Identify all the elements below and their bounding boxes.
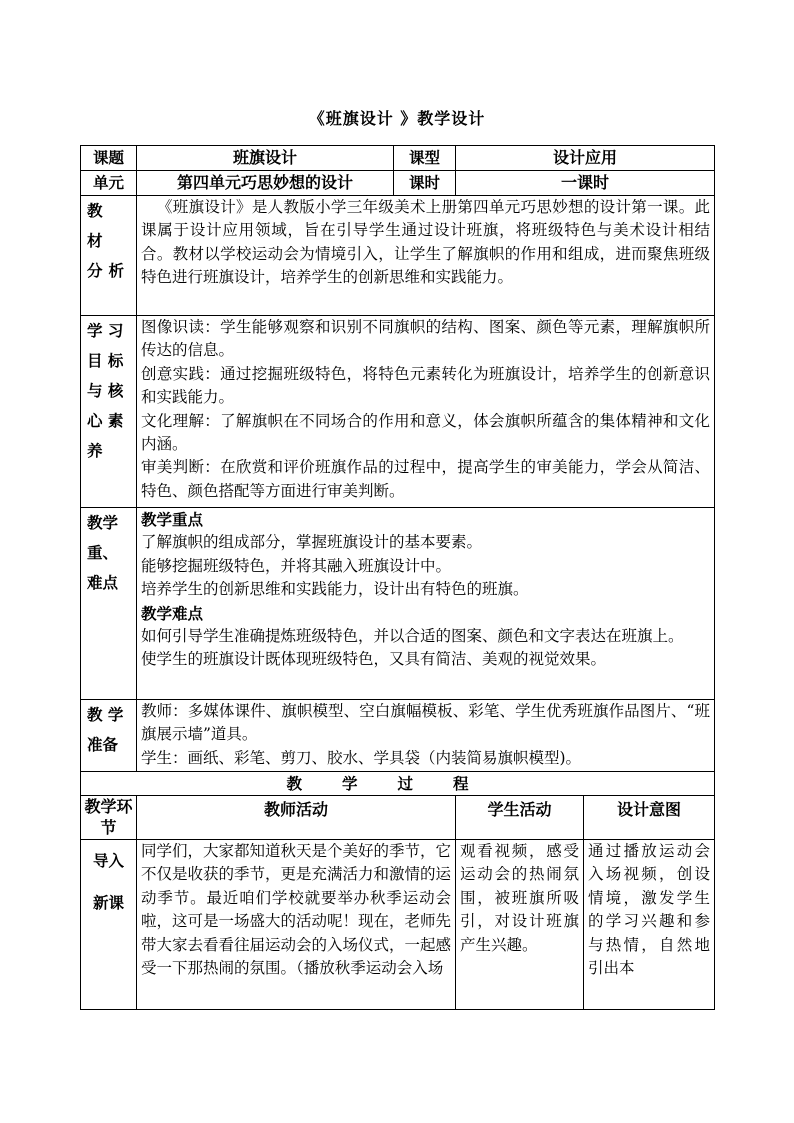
unit-row: [81, 171, 715, 196]
key-points-row: [81, 508, 715, 700]
prep-students: 学生：画纸、彩笔、剪刀、胶水、学具袋（内装简易旗帜模型)。: [141, 748, 582, 767]
intent-column-header: 设计意图: [584, 796, 715, 840]
period-label: 课时: [394, 171, 456, 196]
goals-label-line: 目 标: [87, 351, 124, 370]
intro-stage-line: 导入: [92, 851, 124, 870]
intro-teacher-activity: 同学们，大家都知道秋天是个美好的季节，它不仅是收获的季节，更是充满活力和激情的运动季节。最近咱们学校就要举办秋季运动会啦，这可是一场盛大的活动呢！现在，老师先带大家去看看往届运动会的入场仪式，一起感受一下那热闹的氛围。（播放秋季运动会入场: [137, 840, 456, 1010]
prep-label-line: 教 学: [87, 705, 124, 724]
intro-stage: [81, 840, 137, 1010]
goals-label-line: 养: [87, 441, 103, 460]
goal-item: 审美判断：在欣赏和评价班旗作品的过程中，提高学生的审美能力，学会从简洁、特色、颜色搭配等方面进行审美判断。: [141, 458, 711, 500]
unit-label: 单元: [81, 171, 137, 196]
process-header-row: [81, 796, 715, 840]
difficulty-item: 使学生的班旗设计既体现班级特色，又具有简洁、美观的视觉效果。: [141, 650, 607, 669]
prep-label-line: 准备: [87, 735, 119, 754]
key-points-label-line: 难点: [87, 573, 119, 592]
student-column-header: 学生活动: [456, 796, 584, 840]
key-item: 培养学生的创新思维和实践能力，设计出有特色的班旗。: [141, 580, 529, 599]
difficulty-title: 教学难点: [141, 603, 204, 623]
course-value: 班旗设计: [137, 146, 394, 171]
intro-design-intent: 通过播放运动会入场视频，创设情境，激发学生的学习兴趣和参与热情，自然地引出本: [584, 840, 715, 1010]
goals-content: [137, 316, 715, 508]
goals-label-line: 心 素: [87, 411, 124, 430]
prep-label: [81, 700, 137, 772]
key-points-content: [137, 508, 715, 700]
stage-column-header: 教学环节: [81, 796, 137, 840]
analysis-text: 《班旗设计》是人教版小学三年级美术上册第四单元巧思妙想的设计第一课。此课属于设计应用领域，旨在引导学生通过设计班旗，将班级特色与美术设计相结合。教材以学校运动会为情境引入，让学生了解旗帜的作用和组成，进而聚焦班级特色进行班旗设计，培养学生的创新思维和实践能力。: [137, 196, 715, 316]
prep-teacher: 教师：多媒体课件、旗帜模型、空白旗幅模板、彩笔、学生优秀班旗作品图片、“班旗展示墙”道具。: [141, 702, 711, 744]
key-points-label: [81, 508, 137, 700]
goal-item: 图像识读：学生能够观察和识别不同旗帜的结构、图案、颜色等元素，理解旗帜所传达的信息。: [141, 318, 711, 360]
goals-label: [81, 316, 137, 508]
prep-content: [137, 700, 715, 772]
teacher-column-header: 教师活动: [137, 796, 456, 840]
course-label: 课题: [81, 146, 137, 171]
key-points-label-line: 教学: [87, 513, 119, 532]
period-value: 一课时: [456, 171, 715, 196]
lesson-plan-table: [80, 145, 715, 1010]
process-heading: 教学过程: [81, 772, 715, 796]
difficulty-item: 如何引导学生准确提炼班级特色，并以合适的图案、颜色和文字表达在班旗上。: [141, 627, 684, 646]
process-heading-row: [81, 772, 715, 796]
course-row: [81, 146, 715, 171]
key-item: 了解旗帜的组成部分，掌握班旗设计的基本要素。: [141, 533, 483, 552]
key-item: 能够挖掘班级特色，并将其融入班旗设计中。: [141, 556, 452, 575]
goal-item: 文化理解：了解旗帜在不同场合的作用和意义，体会旗帜所蕴含的集体精神和文化内涵。: [141, 411, 711, 454]
page-title: 《班旗设计 》教学设计: [308, 109, 486, 128]
key-title: 教学重点: [141, 510, 204, 529]
goals-label-line: 与 核: [87, 381, 124, 400]
analysis-row: [81, 196, 715, 316]
goals-row: [81, 316, 715, 508]
intro-row: [81, 840, 715, 1010]
type-value: 设计应用: [456, 146, 715, 171]
analysis-label: 教 材 分析: [81, 196, 137, 316]
goal-item: 创意实践：通过挖掘班级特色，将特色元素转化为班旗设计，培养学生的创新意识和实践能力。: [141, 364, 711, 407]
key-points-label-line: 重、: [87, 543, 119, 562]
intro-stage-line: 新课: [92, 893, 124, 912]
type-label: 课型: [394, 146, 456, 171]
prep-row: [81, 700, 715, 772]
unit-value: 第四单元巧思妙想的设计: [137, 171, 394, 196]
intro-student-activity: 观看视频，感受运动会的热闹氛围，被班旗所吸引，对设计班旗产生兴趣。: [456, 840, 584, 1010]
goals-label-line: 学 习: [87, 321, 124, 340]
